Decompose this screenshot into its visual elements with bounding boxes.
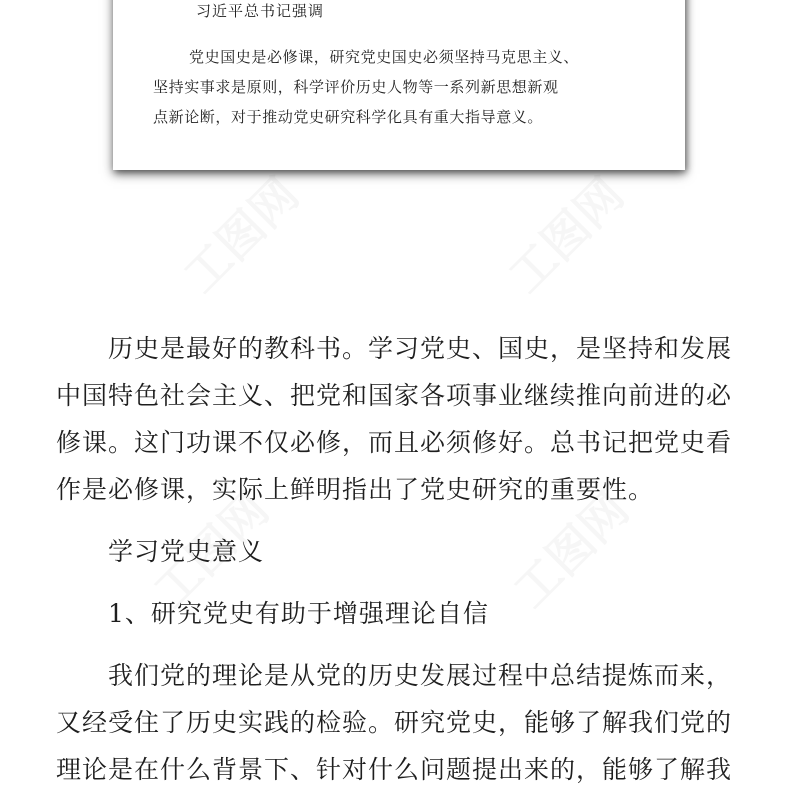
section-title: 学习党史意义	[108, 537, 265, 566]
paragraph-line: 理论是在什么背景下、针对什么问题提出来的，能够了解我	[56, 755, 733, 784]
quote-body	[153, 42, 653, 132]
watermark	[167, 161, 311, 305]
watermark	[492, 161, 636, 305]
quote-attribution: 习近平总书记强调	[196, 2, 325, 20]
quote-card	[113, 0, 685, 170]
paragraph-line: 中国特色社会主义、把党和国家各项事业继续推向前进的必	[56, 381, 733, 410]
paragraph-intro	[56, 325, 756, 513]
paragraph-theory	[56, 652, 756, 793]
paragraph-line: 作是必修课，实际上鲜明指出了党史研究的重要性。	[56, 475, 655, 504]
article-body	[56, 325, 756, 793]
section-subtitle: 1、研究党史有助于增强理论自信	[108, 599, 489, 628]
paragraph-line: 修课。这门功课不仅必修，而且必须修好。总书记把党史看	[56, 428, 733, 457]
quote-line: 坚持实事求是原则，科学评价历史人物等一系列新思想新观	[153, 78, 559, 96]
paragraph-line: 历史是最好的教科书。学习党史、国史，是坚持和发展	[108, 334, 733, 363]
paragraph-line: 又经受住了历史实践的检验。研究党史，能够了解我们党的	[56, 708, 733, 737]
paragraph-line: 我们党的理论是从党的历史发展过程中总结提炼而来，	[108, 661, 733, 690]
quote-line: 点新论断，对于推动党史研究科学化具有重大指导意义。	[153, 108, 544, 126]
quote-line: 党史国史是必修课，研究党史国史必须坚持马克思主义、	[189, 48, 580, 66]
